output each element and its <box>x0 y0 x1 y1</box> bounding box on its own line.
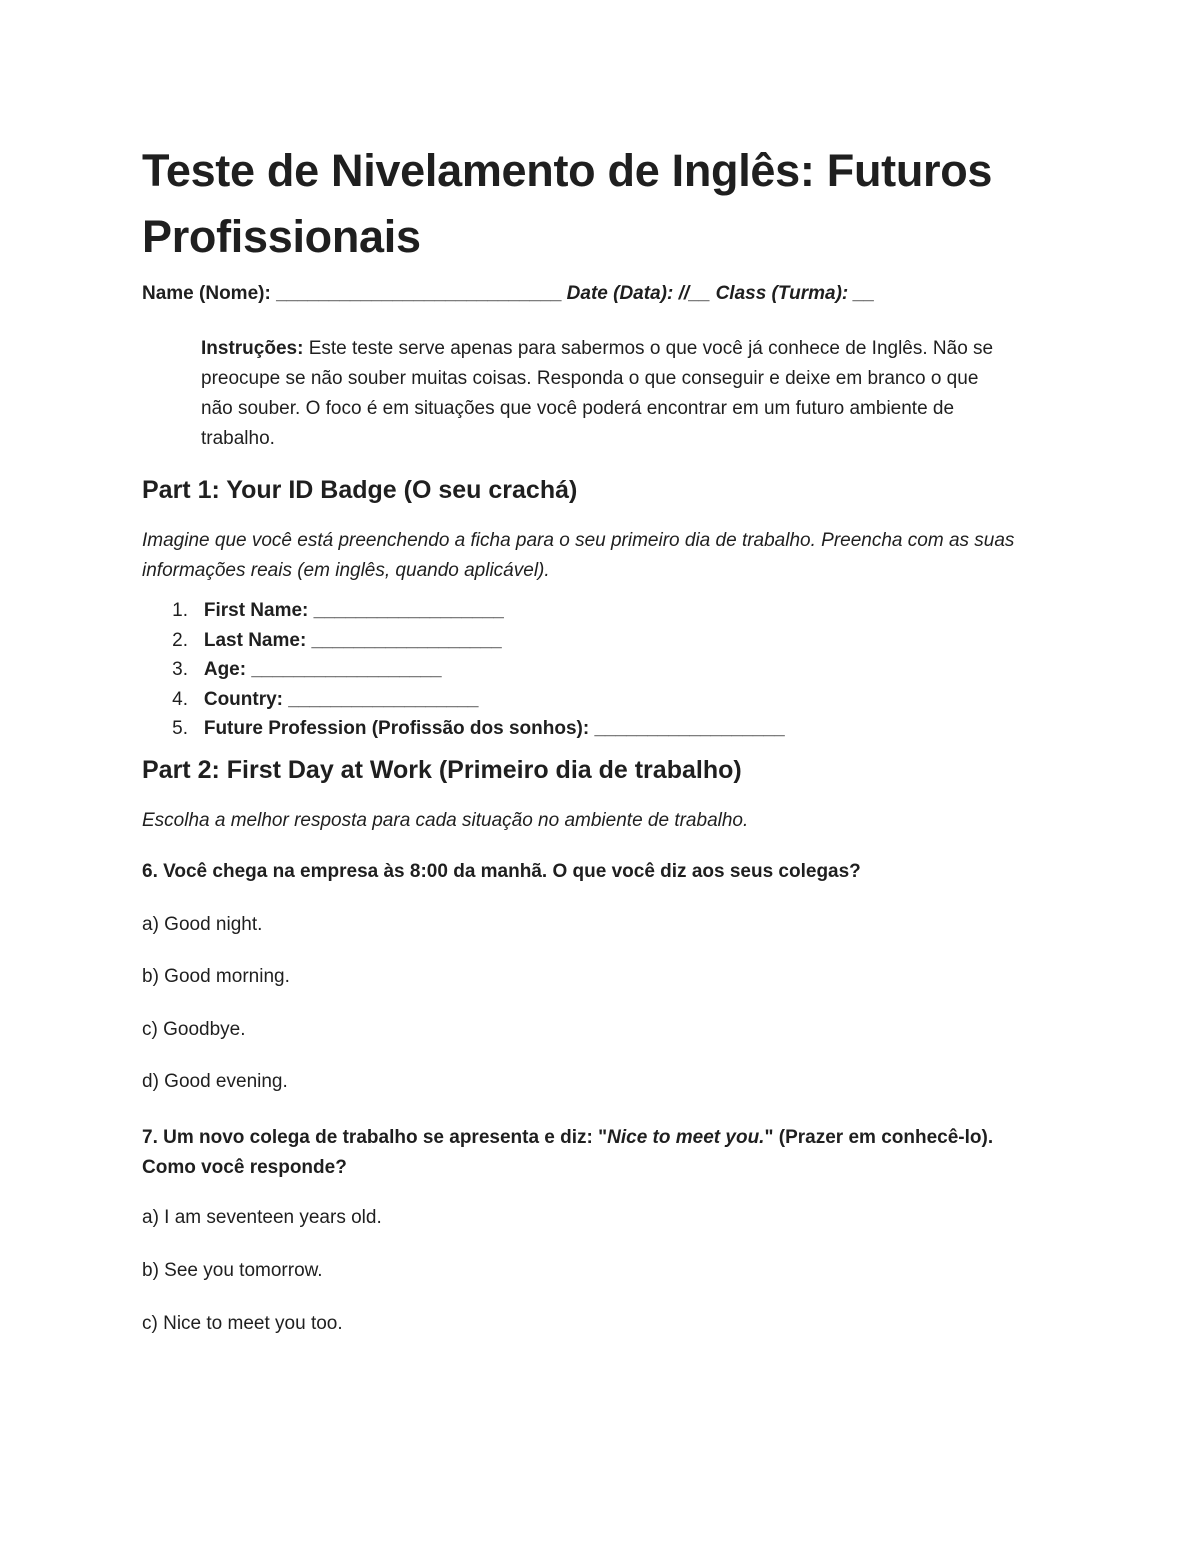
q6-option-c: c) Goodbye. <box>142 1019 246 1040</box>
country-field: Country: __________________ <box>203 688 479 710</box>
date-field: Date (Data): //__ <box>566 283 711 304</box>
part1-note: Imagine que você está preenchendo a ficha para o seu primeiro dia de trabalho. Preencha com as suas informações reais (em inglês, quando aplicável). <box>142 530 1015 581</box>
list-item: 1. First Name: __________________ <box>172 600 504 621</box>
last-name-field: Last Name: __________________ <box>203 629 502 651</box>
future-profession-field: Future Profession (Profissão dos sonhos): __________________ <box>203 718 785 739</box>
q7-option-c: c) Nice to meet you too. <box>142 1313 343 1334</box>
q7-option-a: a) I am seventeen years old. <box>142 1207 382 1228</box>
question-7-quote: Nice to meet you. <box>607 1127 765 1148</box>
header-fields <box>142 283 875 305</box>
name-field: Name (Nome): ___________________________ <box>142 283 562 304</box>
question-6: 6. Você chega na empresa às 8:00 da manhã. O que você diz aos seus colegas? <box>142 861 861 882</box>
part1-heading: Part 1: Your ID Badge (O seu crachá) <box>142 476 578 504</box>
q6-option-b: b) Good morning. <box>142 966 290 987</box>
instructions <box>201 334 1001 454</box>
part2-note: Escolha a melhor resposta para cada situação no ambiente de trabalho. <box>142 810 749 831</box>
part2-heading: Part 2: First Day at Work (Primeiro dia de trabalho) <box>142 756 742 784</box>
list-item: 5. Future Profession (Profissão dos sonhos): __________________ <box>172 718 785 739</box>
first-name-field: First Name: __________________ <box>203 600 504 621</box>
badge-fields-list <box>142 596 785 744</box>
instructions-text: Este teste serve apenas para sabermos o que você já conhece de Inglês. Não se preocupe se não souber muitas coisas. Responda o que conseguir e deixe em branco o que não souber. O foco é em situações que você poderá encontrar em um futuro ambiente de trabalho. <box>201 338 994 449</box>
age-field: Age: __________________ <box>203 659 442 680</box>
q7-option-b: b) See you tomorrow. <box>142 1260 323 1281</box>
list-item: 2. Last Name: __________________ <box>172 629 502 651</box>
list-item: 3. Age: __________________ <box>172 659 442 680</box>
class-field: Class (Turma): __ <box>715 283 875 304</box>
list-item: 4. Country: __________________ <box>172 688 479 710</box>
document-title: Teste de Nivelamento de Inglês: Futuros Profissionais <box>142 145 993 262</box>
question-7: 7. Um novo colega de trabalho se apresenta e diz: "Nice to meet you." (Prazer em conhecê-lo). Como você responde? <box>142 1127 994 1178</box>
q6-option-a: a) Good night. <box>142 914 263 935</box>
instructions-label: Instruções: <box>201 338 304 359</box>
q6-option-d: d) Good evening. <box>142 1071 288 1092</box>
